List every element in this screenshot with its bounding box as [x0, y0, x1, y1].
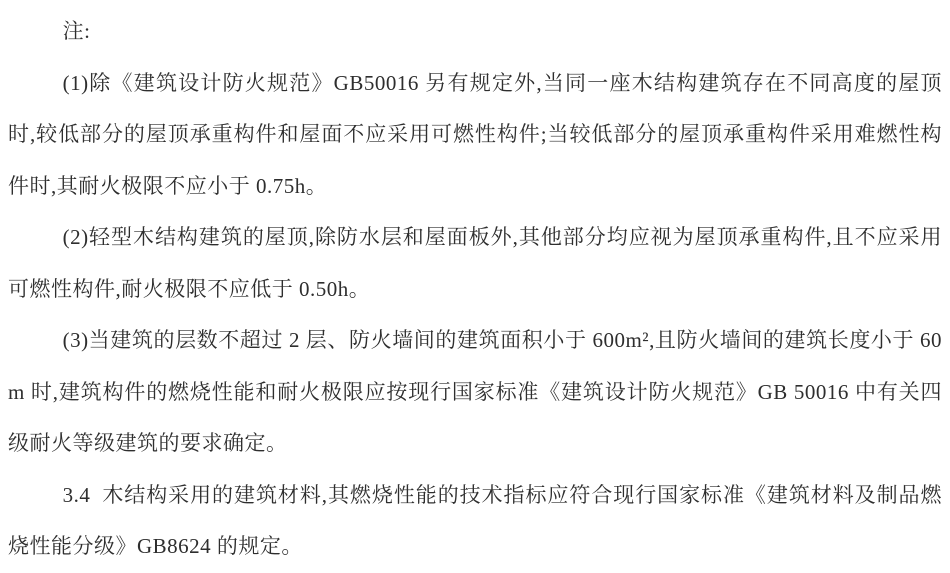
clause-number: 3.4	[62, 482, 91, 507]
note-paragraph-1: (1)除《建筑设计防火规范》GB50016 另有规定外,当同一座木结构建筑存在不同高度的屋顶时,较低部分的屋顶承重构件和屋面不应采用可燃性构件;当较低部分的屋顶承重构件采用难燃性构件时,其耐火极限不应小于 0.75h。	[8, 70, 942, 198]
clause-text: 木结构采用的建筑材料,其燃烧性能的技术指标应符合现行国家标准《建筑材料及制品燃烧性能分级》GB8624 的规定。	[8, 482, 942, 558]
document-body	[8, 6, 942, 573]
note-paragraph-2: (2)轻型木结构建筑的屋顶,除防水层和屋面板外,其他部分均应视为屋顶承重构件,且不应采用可燃性构件,耐火极限不应低于 0.50h。	[8, 225, 942, 301]
note-heading: 注:	[62, 19, 91, 43]
clause-paragraph	[8, 470, 942, 573]
note-paragraph-3: (3)当建筑的层数不超过 2 层、防火墙间的建筑面积小于 600m²,且防火墙间的建筑长度小于 60m 时,建筑构件的燃烧性能和耐火极限应按现行国家标准《建筑设计防火规范》GB 50016 中有关四级耐火等级建筑的要求确定。	[8, 328, 942, 455]
